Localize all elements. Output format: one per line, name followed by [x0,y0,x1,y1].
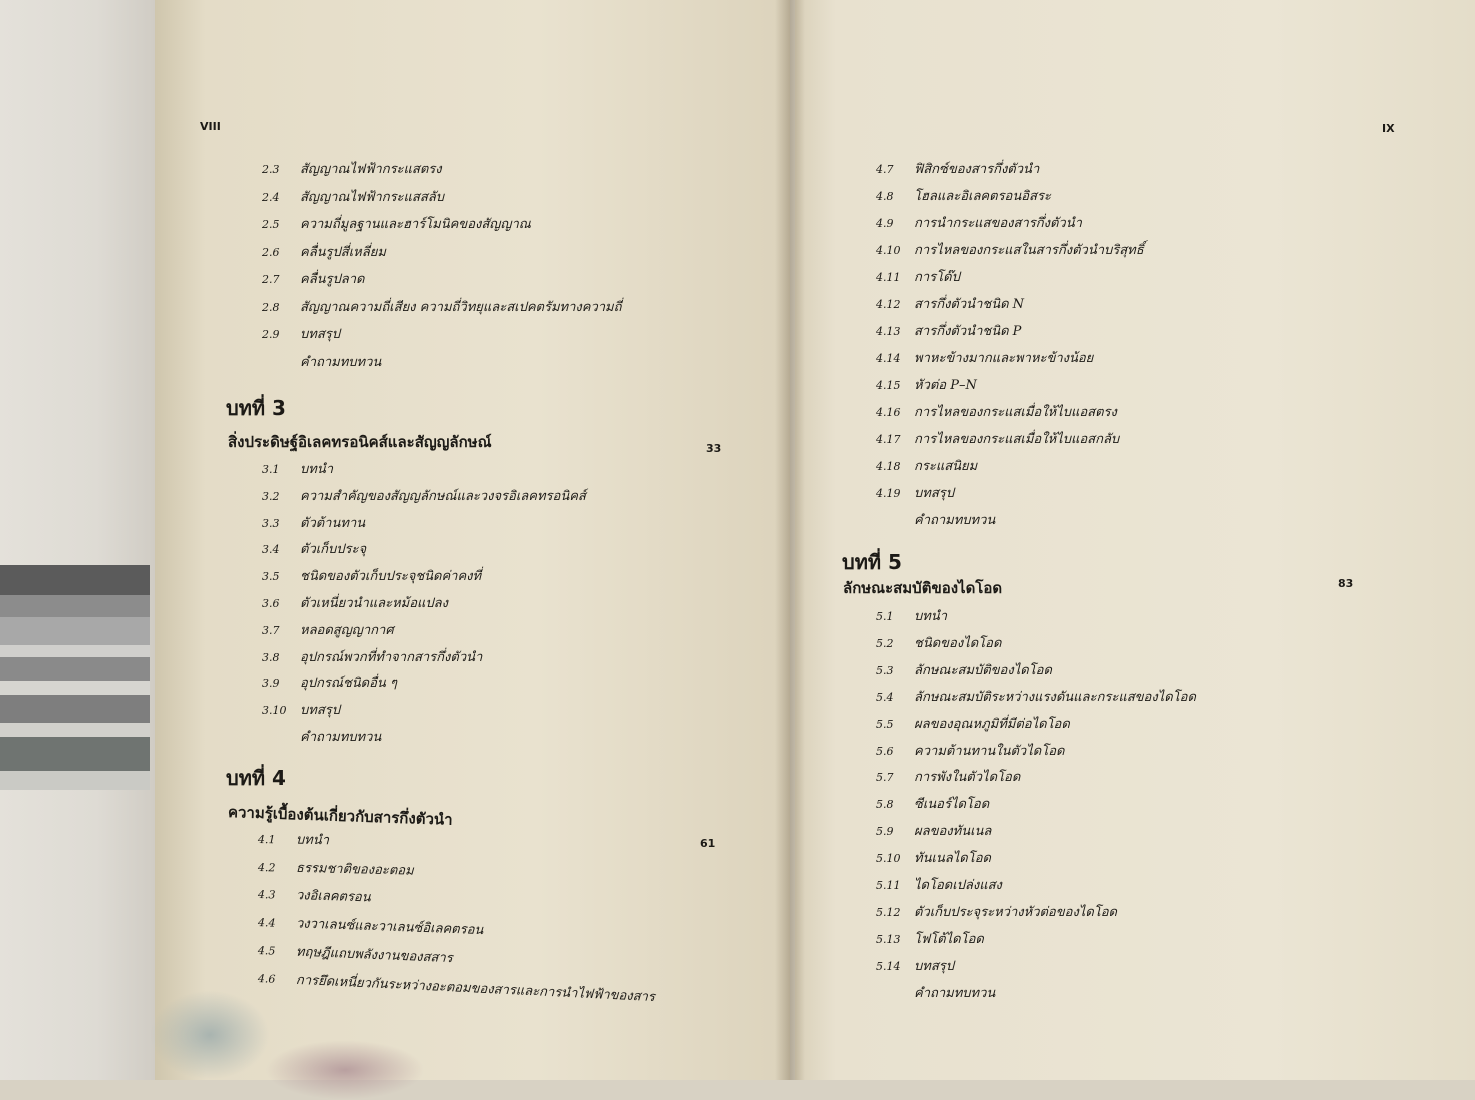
toc-entry [876,212,1082,233]
toc-entry-number: 5.9 [876,825,894,839]
toc-entry-number: 3.2 [262,489,280,503]
toc-entry [262,458,333,479]
toc-entry [876,928,984,949]
toc-entry [262,619,394,640]
toc-entry [262,296,621,317]
toc-entry-number: 2.5 [262,218,280,231]
toc-entry-number: 5.3 [876,663,894,677]
toc-entry [262,699,340,720]
toc-entry [262,158,442,179]
toc-entry [262,351,381,372]
toc-entry-title: คำถามทบทวน [300,730,382,745]
toc-entry-number: 5.13 [876,932,901,946]
toc-entry-number: 4.4 [257,916,276,930]
toc-entry-title: การโด๊ป [914,270,960,285]
toc-entry-number: 4.8 [876,190,894,203]
toc-entry [262,565,481,586]
toc-entry-title: ฟิสิกซ์ของสารกึ่งตัวนำ [914,162,1040,177]
chapter-5-subtitle: ลักษณะสมบัติของไดโอด [843,579,1003,597]
toc-entry-title: บทสรุป [300,327,340,342]
toc-entry-number: 4.12 [876,298,901,311]
toc-entry [262,186,444,207]
toc-entry [876,320,1021,341]
toc-entry-number: 4.18 [876,460,901,473]
toc-entry-title: สัญญาณความถี่เสียง ความถี่วิทยุและสเปคตรัมทางความถี่ [300,299,622,315]
toc-entry-title: ลักษณะสมบัติของไดโอด [914,662,1052,678]
water-stain [150,990,270,1080]
toc-entry-number: 5.7 [876,771,894,785]
toc-entry [876,482,954,503]
toc-entry-title: สัญญาณไฟฟ้ากระแสตรง [300,162,442,177]
toc-entry-number: 4.10 [876,244,901,257]
toc-entry-number: 2.6 [262,245,280,259]
toc-entry-title: ไดโอดเปล่งแสง [914,878,1002,893]
toc-entry [262,323,340,344]
toc-entry [876,740,1064,761]
toc-entry [876,455,977,476]
toc-entry-title: การยึดเหนี่ยวกันระหว่างอะตอมของสารและการนำไฟฟ้าของสาร [295,972,656,1005]
toc-entry-number: 3.7 [262,623,280,637]
toc-entry-title: อุปกรณ์ชนิดอื่น ๆ [300,676,397,692]
toc-entry [262,646,482,667]
toc-entry-number: 5.8 [876,798,894,812]
toc-entry-number: 3.5 [262,570,280,584]
toc-entry [876,847,991,868]
background-cover [0,0,160,1080]
toc-entry-title: หัวต่อ P–N [914,378,977,393]
toc-entry-title: วงอิเลคตรอน [295,888,371,906]
toc-entry-title: ทฤษฎีแถบพลังงานของสสาร [295,944,453,966]
toc-entry-number: 3.10 [262,704,287,718]
toc-entry-number: 4.15 [876,379,901,392]
toc-entry-title: คำถามทบทวน [914,985,996,1001]
toc-entry-number: 4.19 [876,487,901,500]
toc-entry-number: 3.9 [262,677,280,691]
toc-entry-title: ตัวเก็บประจุระหว่างหัวต่อของไดโอด [914,904,1117,920]
book-spine [775,0,805,1080]
toc-entry-number: 4.17 [876,433,901,446]
toc-entry-title: บทนำ [295,832,330,849]
toc-entry-number: 4.11 [876,271,901,284]
toc-entry-number: 3.6 [262,597,280,610]
toc-entry-title: โฮลและอิเลคตรอนอิสระ [914,189,1051,204]
toc-entry-title: ผลของอุณหภูมิที่มีต่อไดโอด [914,716,1070,732]
toc-entry-number: 5.2 [876,636,894,650]
toc-entry-title: ความสำคัญของสัญญลักษณ์และวงจรอิเลคทรอนิคส์ [300,488,586,504]
toc-entry-number: 4.1 [257,833,276,847]
toc-entry-title: ชนิดของตัวเก็บประจุชนิดค่าคงที่ [300,569,482,585]
toc-entry-number: 4.3 [257,888,276,902]
toc-entry-number: 2.3 [262,163,280,176]
toc-entry-title: การไหลของกระแสเมื่อให้ไบแอสตรง [914,405,1117,420]
toc-entry-number: 4.16 [876,406,901,419]
toc-entry-number: 3.8 [262,650,280,664]
toc-entry [258,828,329,850]
chapter-5-page: 83 [1338,577,1354,590]
toc-entry-number: 2.7 [262,273,280,286]
toc-entry-number: 2.4 [262,190,280,204]
toc-entry-title: การพังในตัวไดโอด [914,770,1021,786]
toc-entry [876,820,991,841]
toc-entry [262,241,386,262]
toc-entry [262,268,365,289]
toc-entry-number: 5.14 [876,959,901,973]
toc-entry-title: กระแสนิยม [914,459,978,474]
toc-entry-title: บทสรุป [300,703,340,719]
toc-entry-title: บทสรุป [914,958,954,974]
toc-entry-number: 5.6 [876,744,894,758]
toc-entry-number: 3.1 [262,463,280,476]
toc-entry [876,955,954,976]
toc-entry-number: 5.11 [876,879,901,892]
toc-entry [876,874,1002,895]
toc-entry-title: ความถี่มูลฐานและฮาร์โมนิคของสัญญาณ [300,217,531,232]
toc-entry-title: บทสรุป [914,486,954,501]
chapter-3-page: 33 [706,442,722,455]
chapter-3-subtitle: สิ่งประดิษฐ์อิเลคทรอนิคส์และสัญญลักษณ์ [228,433,492,451]
toc-entry [262,672,397,693]
toc-entry [262,592,448,613]
toc-entry-title: บทนำ [300,462,334,477]
toc-entry-title: ซีเนอร์ไดโอด [914,797,990,813]
toc-entry-number: 4.9 [876,217,894,230]
toc-entry [876,374,977,395]
toc-entry-title: สัญญาณไฟฟ้ากระแสสลับ [300,189,444,205]
toc-entry [876,266,960,287]
toc-entry-title: ความต้านทานในตัวไดโอด [914,743,1065,759]
toc-entry-title: บทนำ [914,609,948,624]
toc-entry-title: คลื่นรูปลาด [300,272,365,287]
toc-entry [258,883,371,907]
toc-entry-number: 2.8 [262,300,280,314]
toc-entry [876,713,1070,734]
toc-entry-number: 2.9 [262,328,280,341]
toc-entry [262,726,381,747]
toc-entry-title: หลอดสูญญากาศ [300,622,394,638]
toc-entry-title: วงวาเลนซ์และวาเลนซ์อิเลคตรอน [295,916,484,939]
toc-entry [876,428,1119,449]
toc-entry [876,239,1144,260]
toc-entry [876,793,989,814]
toc-entry-title: สารกึ่งตัวนำชนิด P [914,324,1022,339]
chapter-5-title: บทที่ 5 [842,550,902,574]
toc-entry-title: คำถามทบทวน [914,513,996,528]
toc-entry-number: 4.5 [257,943,276,958]
toc-entry-title: อุปกรณ์พวกที่ทำจากสารกึ่งตัวนำ [300,649,483,665]
toc-entry [876,605,947,626]
chapter-4-page: 61 [700,837,716,850]
toc-entry-number: 5.5 [876,717,894,731]
toc-entry-number: 3.4 [262,543,280,557]
toc-entry-number: 4.14 [876,352,901,365]
toc-entry [876,293,1024,314]
toc-entry-title: พาหะข้างมากและพาหะข้างน้อย [914,351,1094,366]
toc-entry-title: โฟโต้ไดโอด [914,931,984,947]
toc-entry-number: 4.6 [257,971,276,986]
toc-entry-title: ทันเนลไดโอด [914,851,991,867]
toc-entry [262,485,586,506]
toc-entry-number: 4.13 [876,325,901,338]
toc-entry-title: ผลของทันเนล [914,824,992,840]
page-number-right: IX [1382,122,1395,135]
toc-entry-title: สารกึ่งตัวนำชนิด N [914,297,1025,312]
toc-entry [262,512,365,533]
toc-entry-title: ลักษณะสมบัติระหว่างแรงดันและกระแสของไดโอด [914,689,1196,705]
chapter-3-title: บทที่ 3 [226,396,286,420]
toc-entry-title: ชนิดของไดโอด [914,635,1002,651]
toc-entry [876,632,1001,653]
toc-entry [876,766,1020,787]
toc-entry-title: การนำกระแสของสารกึ่งตัวนำ [914,216,1082,231]
toc-entry-title: การไหลของกระแสเมื่อให้ไบแอสกลับ [914,432,1120,447]
toc-entry-number: 5.12 [876,905,901,919]
toc-entry [876,509,995,530]
toc-entry-title: การไหลของกระแสในสารกึ่งตัวนำบริสุทธิ์ [914,243,1144,258]
toc-entry [876,347,1093,368]
toc-entry [876,901,1117,922]
toc-entry [876,686,1196,707]
chapter-4-title: บทที่ 4 [226,766,286,790]
toc-entry [876,158,1039,179]
chapter-4-subtitle: ความรู้เบื้องต้นเกี่ยวกับสารกึ่งตัวนำ [227,803,453,829]
toc-entry [876,185,1051,206]
cover-stripes [0,565,150,790]
toc-entry [262,538,366,559]
water-stain [265,1040,425,1100]
toc-entry-title: ตัวเหนี่ยวนำและหม้อแปลง [300,596,448,611]
toc-entry [258,856,414,881]
toc-entry [876,659,1052,680]
toc-entry-number: 4.2 [257,860,276,875]
toc-entry [876,401,1117,422]
page-number-left: VIII [200,120,221,133]
toc-entry [262,213,531,234]
toc-entry-number: 5.10 [876,852,901,866]
toc-entry [876,982,995,1003]
toc-entry-title: ตัวเก็บประจุ [300,542,367,558]
toc-entry-title: คลื่นรูปสี่เหลี่ยม [300,244,386,260]
toc-entry-title: ธรรมชาติของอะตอม [295,860,414,879]
toc-entry-title: คำถามทบทวน [300,354,382,370]
toc-entry-title: ตัวต้านทาน [300,515,366,531]
toc-entry-number: 5.4 [876,690,894,704]
toc-entry-number: 3.3 [262,516,280,530]
toc-entry-number: 5.1 [876,610,894,623]
toc-entry-number: 4.7 [876,163,894,176]
